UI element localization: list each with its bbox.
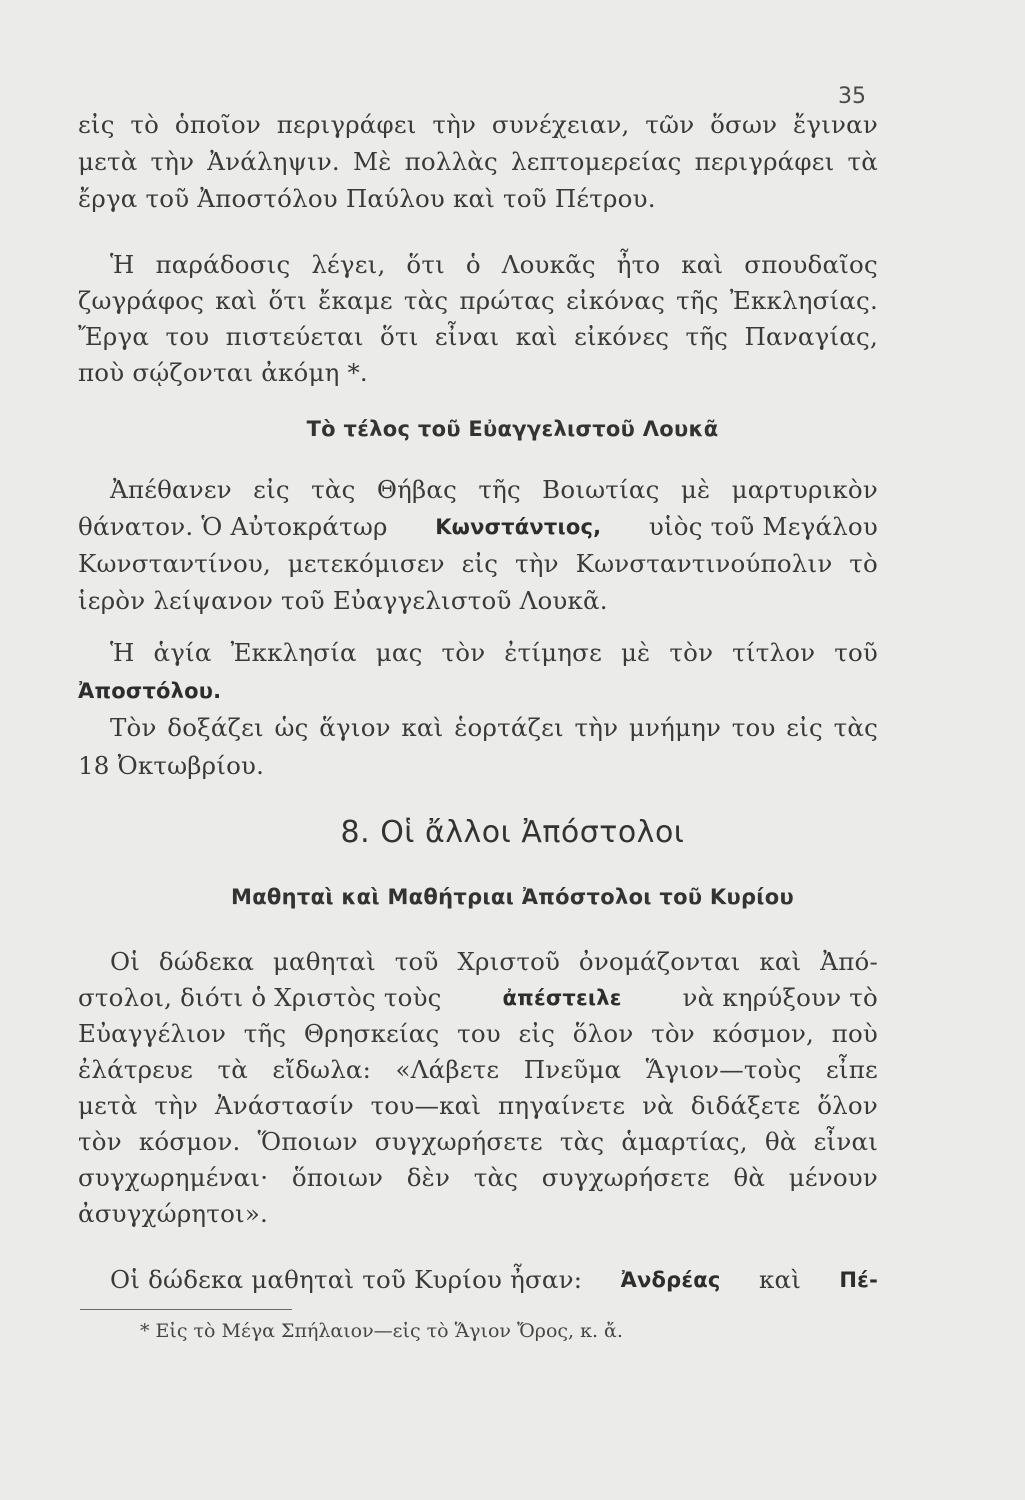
word: δοξάζει (167, 713, 264, 742)
text-line: ποὺ σῴζονται ἀκόμη *. (78, 358, 368, 387)
word: θὰ (733, 1163, 766, 1192)
text-line (78, 708, 878, 748)
word: Ἀπέθανεν (110, 475, 232, 504)
word: Ἡ (110, 638, 135, 667)
word: ἑορτάζει (454, 713, 564, 742)
word: ὅτι (380, 322, 419, 351)
word: ἔκαμε (318, 286, 393, 315)
word: παράδοσις (155, 250, 291, 279)
word: ἁμαρτίας, (621, 1127, 748, 1156)
word: Ἐκκλησίας. (729, 286, 878, 315)
word: Μὲ (352, 147, 392, 176)
word: μετὰ (78, 147, 138, 176)
word: τὴν (515, 549, 559, 578)
text-line (78, 671, 878, 711)
word: τὴν (432, 110, 477, 139)
word: τὰς (473, 1163, 519, 1192)
word: εἰκόνες (574, 322, 670, 351)
word: καὶ (215, 286, 258, 315)
word: ἦτο (616, 250, 661, 279)
word: Χριστοῦ (457, 947, 561, 976)
word: ποὺ (831, 1019, 878, 1048)
word: θὰ (764, 1127, 797, 1156)
word: του (165, 322, 210, 351)
text-line (78, 978, 878, 1018)
word: τὴν (150, 147, 195, 176)
word: τὰς (559, 1127, 605, 1156)
word: «Λάβετε (395, 1055, 500, 1084)
word: σπουδαῖος (744, 250, 878, 279)
word: ἐλάτρευε (78, 1055, 194, 1084)
bold-name: Ἀνδρέας (620, 1268, 721, 1292)
word: Ἡ (110, 250, 135, 279)
word: περιγράφει (694, 147, 835, 176)
word: συγχωρήσετε (541, 1163, 710, 1192)
word: Ἀνάληψιν. (207, 147, 340, 176)
word: τὴν (154, 1091, 199, 1120)
text-line: ἀσυγχώρητοι». (78, 1199, 268, 1228)
text-line (78, 142, 878, 182)
word: του (731, 713, 776, 742)
word: Βοιωτίας (542, 475, 660, 504)
text-line (78, 281, 878, 321)
word: ὁποῖον (174, 110, 261, 139)
word: πολλὰς (404, 147, 498, 176)
word: Ὅποιων (257, 1127, 358, 1156)
word: ὅσων (710, 110, 778, 139)
text-span: θάνατον. Ὁ Αὐτοκράτωρ (78, 512, 388, 541)
word: μὲ (680, 475, 711, 504)
word: κόσμον, (712, 1019, 815, 1048)
text-line (78, 470, 878, 510)
text-line (78, 1086, 878, 1126)
word: τὴν (574, 713, 619, 742)
word: μας (375, 638, 423, 667)
word: Ἐκκλησία (230, 638, 357, 667)
section-heading: Τὸ τέλος τοῦ Εὐαγγελιστοῦ Λουκᾶ (306, 417, 719, 441)
bold-name: Πέ- (839, 1268, 878, 1292)
word: Κωνσταντινούπολιν (575, 549, 833, 578)
word: ὅποιων (291, 1163, 384, 1192)
word: τὸ (849, 549, 878, 578)
word: εἰς (461, 549, 499, 578)
text-line (78, 1260, 878, 1300)
word: καὶ (401, 713, 444, 742)
word: Παναγίας, (744, 322, 878, 351)
footnote: * Εἰς τὸ Μέγα Σπήλαιον—εἰς τὸ Ἅγιον Ὄρος, κ. ἄ. (140, 1320, 623, 1342)
text-line: 18 Ὀκτωβρίου. (78, 751, 265, 780)
word: Οἱ (110, 947, 141, 976)
text-line (78, 1122, 878, 1162)
word: Ἀπό- (820, 947, 878, 976)
text-line (78, 105, 878, 145)
word: πηγαίνετε (498, 1091, 626, 1120)
word: τίτλον (732, 638, 816, 667)
text-line (78, 245, 878, 285)
word: εἰς (786, 713, 823, 742)
text-span: καὶ (758, 1265, 802, 1294)
text-line (78, 317, 878, 357)
text-line (78, 1014, 878, 1054)
chapter-heading: 8. Οἱ ἄλλοι Ἀπόστολοι (340, 815, 685, 850)
word: διδάξετε (690, 1091, 801, 1120)
bold-name: Κωνστάντιος, (435, 515, 602, 539)
word: εἰκόνας (566, 286, 665, 315)
word: τοῦ (394, 947, 439, 976)
word: τὰς (833, 713, 878, 742)
word: συγχωρήσετε (374, 1127, 543, 1156)
word: ἁγία (153, 638, 212, 667)
word: δὲν (406, 1163, 451, 1192)
word: συγχωρημέναι· (78, 1163, 269, 1192)
text-line (78, 1158, 878, 1198)
word: μετεκόμισεν (287, 549, 445, 578)
word: Ἅγιον—τοὺς (645, 1055, 802, 1084)
word: Ἀνάστασίν (214, 1091, 354, 1120)
word: τὰς (403, 286, 449, 315)
word: πιστεύεται (225, 322, 364, 351)
word: Θρησκείας (303, 1019, 440, 1048)
word: ὅτι (268, 286, 307, 315)
word: ἐτίμησε (504, 638, 602, 667)
word: τὸν (651, 1019, 695, 1048)
word: μαθηταὶ (272, 947, 376, 976)
word: λέγει, (311, 250, 386, 279)
text-line (78, 942, 878, 982)
word: μὲ (620, 638, 651, 667)
word: τὸν (78, 1127, 122, 1156)
word: τοῦ (834, 638, 878, 667)
text-line (78, 1050, 878, 1090)
word: ἅγιον (319, 713, 391, 742)
text-line (78, 633, 878, 673)
word: κόσμον. (138, 1127, 241, 1156)
word: μαρτυρικὸν (731, 475, 878, 504)
text-span: υἱὸς τοῦ Μεγάλου (648, 512, 878, 541)
word: του (457, 1019, 501, 1048)
footnote-rule (80, 1309, 292, 1310)
page-number: 35 (838, 84, 866, 109)
bold-title: Ἀποστόλου. (78, 679, 222, 703)
word: νὰ (642, 1091, 674, 1120)
word: τὰ (217, 1055, 248, 1084)
word: ὅτι (406, 250, 445, 279)
word: ἔγιναν (793, 110, 878, 139)
word: περιγράφει (276, 110, 417, 139)
word: εἶναι (434, 322, 500, 351)
section-heading: Μαθηταὶ καὶ Μαθήτριαι Ἀπόστολοι τοῦ Κυρίου (231, 885, 794, 909)
word: ὅλον (572, 1019, 634, 1048)
word: τῆς (676, 286, 719, 315)
word: τὰ (847, 147, 878, 176)
word: εἰς (253, 475, 290, 504)
word: τῆς (243, 1019, 287, 1048)
word: δώδεκα (158, 947, 255, 976)
word: καὶ (681, 250, 724, 279)
word: τὸ (130, 110, 160, 139)
word: καὶ (759, 947, 802, 976)
word: ὡς (274, 713, 309, 742)
text-span: Οἱ δώδεκα μαθηταὶ τοῦ Κυρίου ἦσαν: (110, 1265, 583, 1294)
word: τὸν (669, 638, 714, 667)
text-line: ἔργα τοῦ Ἀποστόλου Παύλου καὶ τοῦ Πέτρου. (78, 184, 656, 213)
text-span: στολοι, διότι ὁ Χριστὸς τοὺς (78, 983, 442, 1012)
word: λεπτομερείας (510, 147, 682, 176)
word: ὅλον (817, 1091, 878, 1120)
text-line (78, 544, 878, 584)
word: εἶναι (813, 1127, 878, 1156)
text-span: νὰ κηρύξουν τὸ (682, 983, 878, 1012)
word: συνέχειαν, (491, 110, 630, 139)
word: ζωγράφος (78, 286, 205, 315)
word: Ἔργα (78, 322, 150, 351)
word: μνήμην (628, 713, 722, 742)
word: τῆς (685, 322, 729, 351)
word: εἴδωλα: (272, 1055, 372, 1084)
word: εἰς (518, 1019, 556, 1048)
word: εἰς (78, 110, 115, 139)
text-line (78, 507, 878, 547)
word: μετὰ (78, 1091, 138, 1120)
word: ὁ (465, 250, 481, 279)
word: του—καὶ (370, 1091, 482, 1120)
word: τῆς (478, 475, 521, 504)
word: καὶ (515, 322, 558, 351)
word: ὀνομάζονται (578, 947, 741, 976)
word: Λουκᾶς (501, 250, 596, 279)
bold-word: ἀπέστειλε (502, 986, 622, 1010)
word: Κωνσταντίνου, (78, 549, 271, 578)
word: πρώτας (459, 286, 555, 315)
word: τὰς (311, 475, 356, 504)
word: Πνεῦμα (523, 1055, 622, 1084)
word: Τὸν (110, 713, 157, 742)
word: μένουν (788, 1163, 878, 1192)
word: τὸν (441, 638, 486, 667)
word: Εὐαγγέλιον (78, 1019, 227, 1048)
word: εἶπε (826, 1055, 878, 1084)
word: Θήβας (376, 475, 458, 504)
text-line: ἱερὸν λείψανον τοῦ Εὐαγγελιστοῦ Λουκᾶ. (78, 586, 608, 615)
word: τῶν (645, 110, 695, 139)
